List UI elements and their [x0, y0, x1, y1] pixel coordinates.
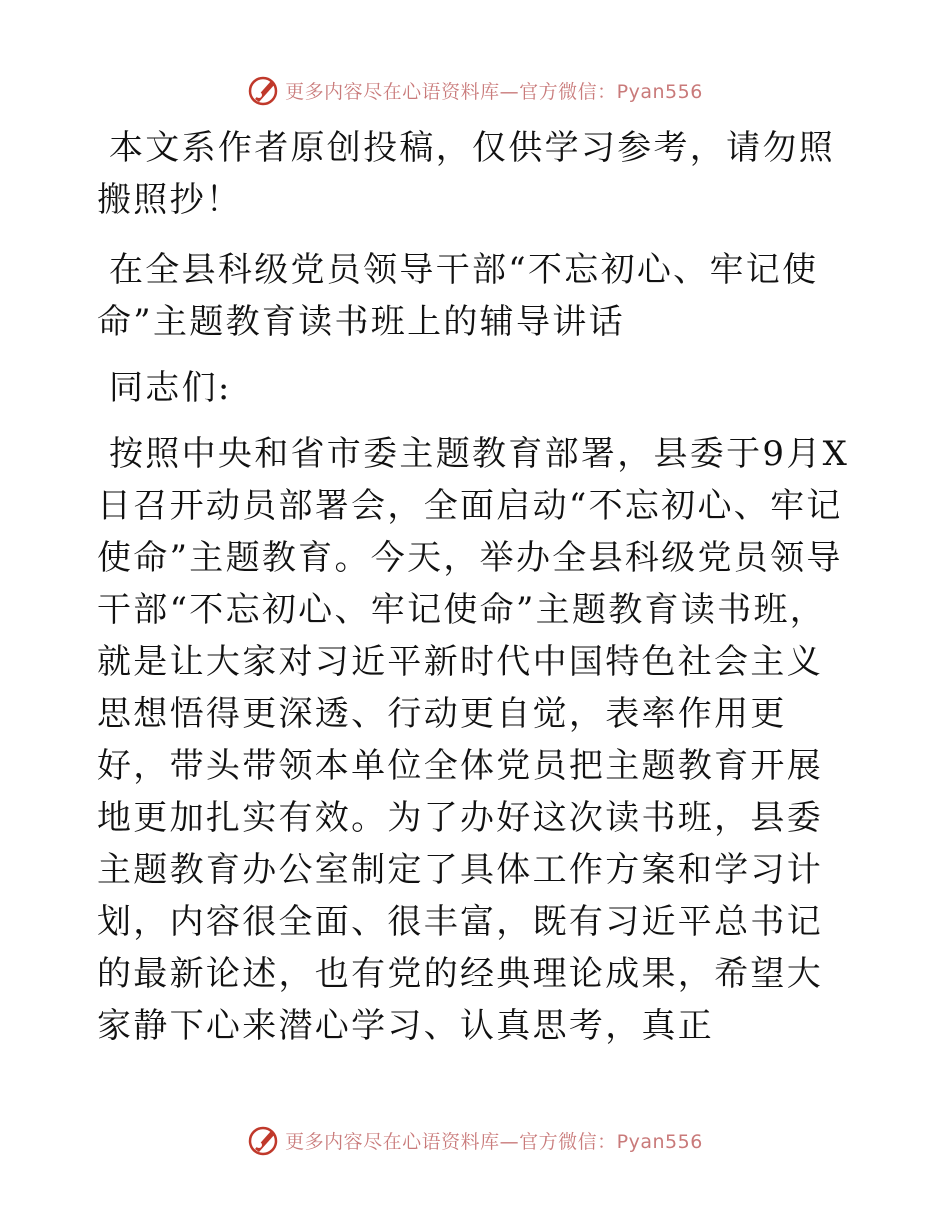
document-body — [97, 122, 857, 1052]
header-watermark-text: 更多内容尽在心语资料库—官方微信：Pyan556 — [285, 80, 703, 103]
body-paragraph: 按照中央和省市委主题教育部署，县委于9月X日召开动员部署会，全面启动“不忘初心、牢记使命”主题教育。今天，举办全县科级党员领导干部“不忘初心、牢记使命”主题教育读书班，就是让大家对习近平新时代中国特色社会主义思想悟得更深透、行动更自觉，表率作用更好，带头带领本单位全体党员把主题教育开展地更加扎实有效。为了办好这次读书班，县委主题教育办公室制定了具体工作方案和学习计划，内容很全面、很丰富，既有习近平总书记的最新论述，也有党的经典理论成果，希望大家静下心来潜心学习、认真思考，真正 — [97, 434, 850, 1046]
footer-watermark-banner — [0, 1120, 950, 1160]
salutation: 同志们: — [109, 368, 232, 408]
pen-logo-icon — [247, 1123, 281, 1157]
pen-logo-icon — [247, 73, 281, 107]
footer-watermark-text: 更多内容尽在心语资料库—官方微信：Pyan556 — [285, 1130, 703, 1153]
copyright-notice: 本文系作者原创投稿，仅供学习参考，请勿照搬照抄！ — [97, 128, 835, 220]
speech-title: 在全县科级党员领导干部“不忘初心、牢记使命”主题教育读书班上的辅导讲话 — [97, 250, 819, 342]
header-watermark-banner — [0, 70, 950, 110]
